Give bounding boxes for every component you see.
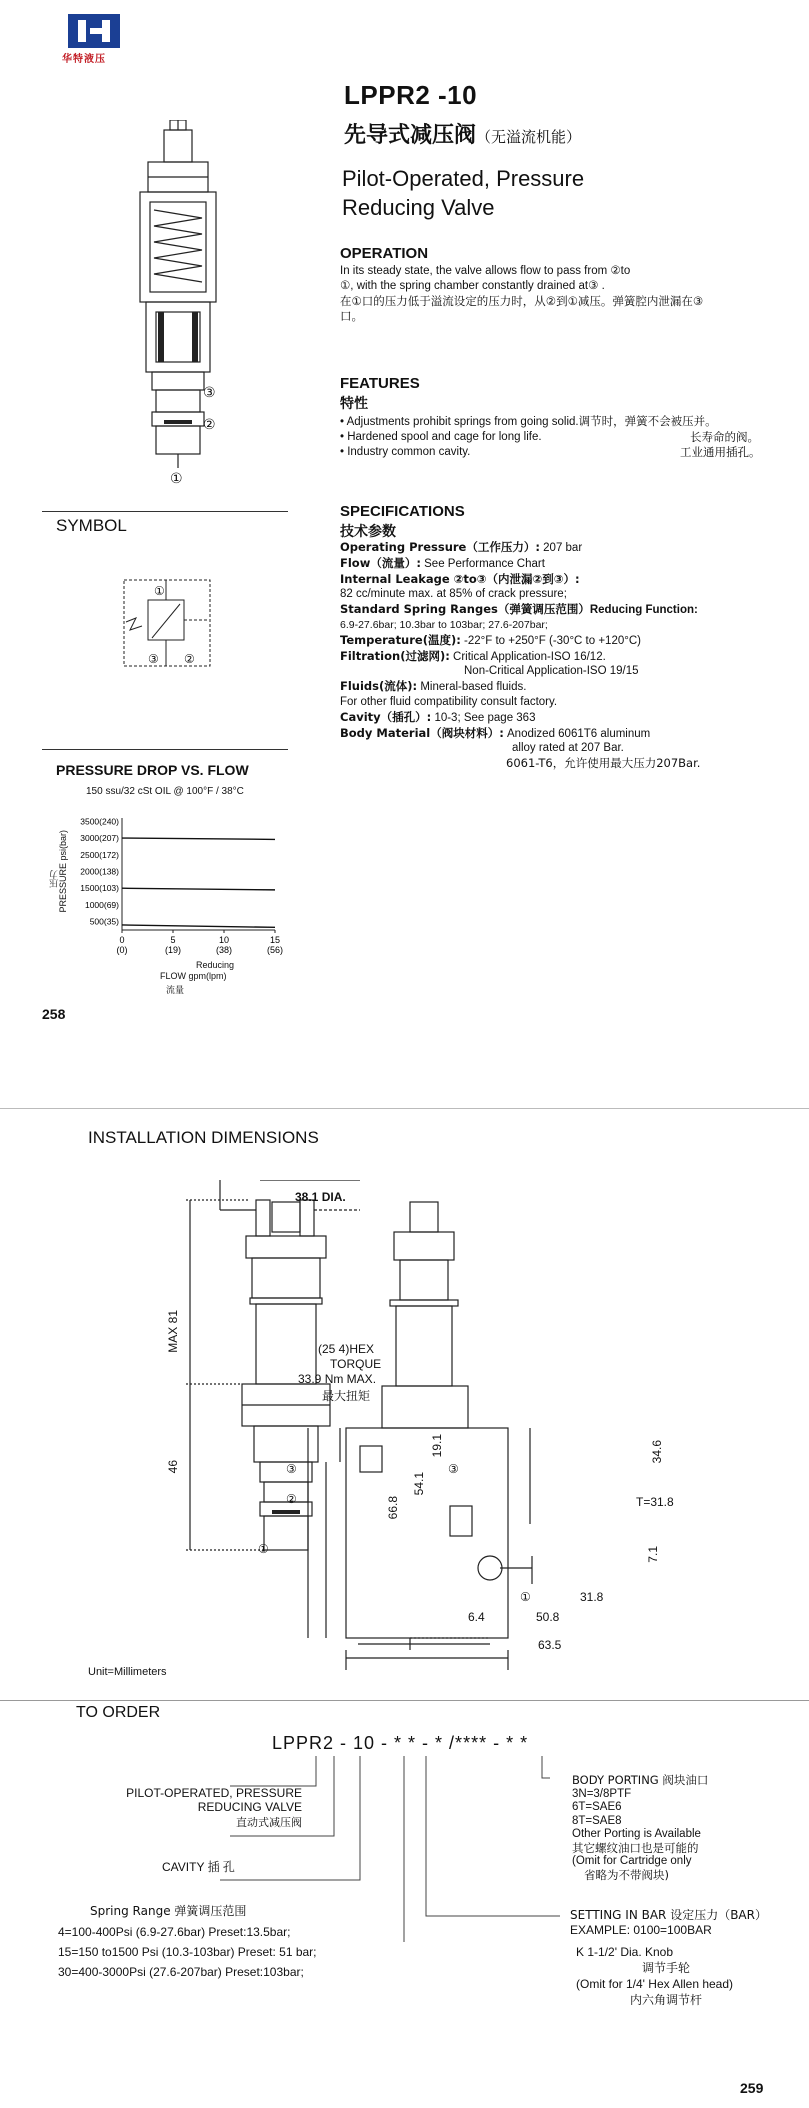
order-porting-note: 其它螺纹油口也是可能的 [572,1840,699,1855]
spec-label: Operating Pressure（工作压力）: [340,540,540,554]
operation-cn-line2: 口。 [340,309,363,323]
order-pilot-line1: PILOT-OPERATED, PRESSURE [126,1786,302,1800]
feature-item-cn: 工业通用插孔。 [680,445,761,459]
english-title-line2: Reducing Valve [342,195,495,220]
specifications-list [340,540,800,771]
spec-body-value3: 6061-T6，允许使用最大压力207Bar. [506,756,701,771]
order-knob-line2: (Omit for 1/4' Hex Allen head) [576,1977,734,1991]
spec-flow [340,556,800,572]
spec-label: Fluids(流体): [340,679,418,694]
spec-value: Critical Application-ISO 16/12. [453,650,606,663]
symbol-port-2: ② [184,652,195,666]
spec-value: -22°F to +250°F (-30°C to +120°C) [464,634,641,647]
spec-body-value2: alloy rated at 207 Bar. [512,742,624,755]
order-setting-example: EXAMPLE: 0100=100BAR [570,1923,712,1937]
order-porting-note: Other Porting is Available [572,1828,701,1840]
feature-item [340,414,780,430]
dim-34-6: 34.6 [650,1440,664,1464]
spec-filtration [340,649,800,665]
feature-item-cn: 调节时，弹簧不会被压并。 [578,414,717,428]
order-porting-option: 8T=SAE8 [572,1814,622,1827]
order-heading: TO ORDER [76,1704,161,1721]
chart-x-tick-label: 5 [170,935,176,945]
operation-line2: ①, with the spring chamber constantly drained at③ . [340,280,605,292]
chart-title: PRESSURE DROP VS. FLOW [56,762,249,778]
chart-y-tick-label: 3500(240) [80,816,119,827]
operation-text [340,264,780,324]
dim-66-8: 66.8 [386,1496,400,1520]
chart-y-tick-label: 2500(172) [80,849,119,860]
chart-ylabel: PRESSURE psi(bar) [58,830,68,913]
symbol-port-1: ① [154,584,165,598]
chart-y-tick-label: 3000(207) [80,833,119,844]
order-spring-option: 4=100-400Psi (6.9-27.6bar) Preset:13.5bar; [58,1925,291,1939]
chart-ylabel-cn: 压力 [50,870,60,888]
chart-y-tick-label: 500(35) [89,916,119,927]
chinese-title-main: 先导式减压阀 [344,123,477,148]
operation-cn-line1: 在①口的压力低于溢流设定的压力时，从②到①减压。弹簧腔内泄漏在③ [340,294,704,308]
dim-dia: 38.1 DIA. [295,1190,346,1204]
dim-t31-8: T=31.8 [636,1495,674,1509]
page-number-258: 258 [42,1006,66,1022]
symbol-rule [42,511,288,512]
spec-operating-pressure [340,540,800,556]
spec-filtration-value2: Non-Critical Application-ISO 19/15 [464,665,639,678]
units-note: Unit=Millimeters [88,1666,167,1678]
order-spring-options [58,1922,317,1982]
order-knob-cn: 调节手轮 [642,1961,691,1975]
cutaway-port-2-label: ② [203,416,216,432]
dim-torque-cn: 最大扭矩 [322,1389,371,1403]
logo-mark-icon [68,14,120,48]
installation-heading: INSTALLATION DIMENSIONS [88,1128,319,1147]
dim-46: 46 [166,1460,180,1474]
chart-x-tick-label-lpm: (19) [164,945,182,955]
dim-63-5: 63.5 [538,1638,562,1652]
spec-label: Cavity（插孔）: [340,709,432,724]
order-pilot-block [70,1786,302,1830]
spec-fluids-note: For other fluid compatibility consult factory. [340,695,558,708]
chinese-title [344,118,581,149]
order-porting-note: 省略为不带阀块) [584,1867,669,1882]
chart-x-tick-label: 10 [218,935,230,945]
symbol-port-3: ③ [148,652,159,666]
operation-heading: OPERATION [340,245,429,262]
spec-leakage-value: 82 cc/minute max. at 85% of crack pressure; [340,588,567,601]
chart-x-tick-label: 15 [269,935,281,945]
inst-left-port-1: ① [258,1542,269,1556]
page-divider [0,1108,809,1109]
spec-value: See Performance Chart [424,557,545,570]
spec-body [340,726,800,742]
spec-label: Internal Leakage ②to③（内泄漏②到③）: [340,571,580,586]
dim-7-1: 7.1 [646,1546,660,1563]
chart-series-line [122,838,275,839]
chart-series-line [122,888,275,890]
order-pilot-line2: REDUCING VALVE [197,1800,302,1814]
inst-right-port-1: ① [520,1590,531,1604]
logo-text: 华特液压 [62,54,106,65]
spec-label: Temperature(温度): [340,632,461,647]
dim-54-1: 54.1 [412,1472,426,1496]
order-code: LPPR2 - 10 - * * - * /**** - * * [272,1733,529,1753]
order-spring-heading: Spring Range 弹簧调压范围 [90,1904,247,1918]
specifications-cn-heading: 技术参数 [340,524,396,540]
chart-x-tick-label: 0 [119,935,125,945]
feature-item [340,445,780,460]
cutaway-port-1-label: ① [170,470,183,486]
chart-y-tick-label: 2000(138) [80,866,119,877]
order-porting-block [572,1774,708,1882]
spec-label: Reducing Function: [589,604,698,617]
spec-label: Flow（流量）: [340,555,421,570]
spec-spring-value: 6.9-27.6bar; 10.3bar to 103bar; 27.6-207bar; [340,618,548,631]
order-divider [0,1700,809,1701]
spec-value: Anodized 6061T6 aluminum [507,727,651,740]
chart-xlabel: FLOW gpm(lpm) [160,971,227,981]
chart-y-tick-label: 1000(69) [84,899,119,910]
dim-50-8: 50.8 [536,1610,560,1624]
operation-line1: In its steady state, the valve allows flow to pass from ②to [340,265,631,277]
feature-item [340,430,780,445]
hydraulic-symbol [122,578,212,668]
chart-y-tick-label: 1500(103) [80,883,119,894]
spec-value: 10-3; See page 363 [434,711,536,724]
feature-item-en: • Hardened spool and cage for long life. [340,431,542,443]
order-knob-block [576,1944,733,2008]
spec-value: 207 bar [543,542,583,554]
order-knob-line1: K 1-1/2' Dia. Knob [576,1945,674,1959]
order-spring-option: 30=400-3000Psi (27.6-207bar) Preset:103bar; [58,1965,304,1979]
dim-max81: MAX 81 [166,1310,180,1353]
order-cavity: CAVITY 插 孔 [162,1860,235,1874]
inst-right-port-3: ③ [448,1462,459,1476]
chart-x-tick-label-lpm: (38) [215,945,233,955]
feature-item-cn: 长寿命的阀。 [690,430,759,444]
spec-cavity [340,710,800,726]
company-logo [62,14,126,70]
order-pilot-cn: 直动式减压阀 [236,1816,302,1829]
dim-31-8: 31.8 [580,1590,604,1604]
spec-temperature [340,633,800,649]
chart-series-line [122,925,275,927]
chart-x-tick-label-lpm: (0) [116,945,128,955]
dim-6-4: 6.4 [468,1610,485,1624]
order-knob-cn2: 内六角调节杆 [630,1993,703,2007]
spec-label: Standard Spring Ranges（弹簧调压范围） [340,602,590,617]
spec-label: Filtration(过滤网): [340,648,450,663]
chart-xlabel-cn: 流量 [166,986,185,996]
inst-left-port-3: ③ [286,1462,297,1476]
order-spring-option: 15=150 to1500 Psi (10.3-103bar) Preset: 51 bar; [58,1945,317,1959]
feature-item-en: • Industry common cavity. [340,446,471,458]
symbol-heading: SYMBOL [56,516,127,535]
cutaway-port-3-label: ③ [203,384,216,400]
pressure-chart-svg [70,808,290,958]
spec-leakage [340,572,800,588]
order-setting-block [570,1908,767,1938]
dim-torque-value: 33.9 Nm MAX. [298,1372,377,1386]
chart-rule [42,749,288,750]
order-setting-heading: SETTING IN BAR 设定压力（BAR） [570,1908,767,1922]
dim-19-1: 19.1 [430,1434,444,1458]
specifications-heading: SPECIFICATIONS [340,503,465,520]
inst-left-port-2: ② [286,1492,297,1506]
cartridge-cutaway-diagram [120,120,250,490]
chinese-title-sub: （无溢流机能） [476,128,582,146]
order-porting-option: 3N=3/8PTF [572,1787,632,1800]
english-title [342,164,672,222]
chart-subtitle: 150 ssu/32 cSt OIL @ 100°F / 38°C [86,786,244,797]
order-porting-option: 6T=SAE6 [572,1801,622,1813]
spec-fluids [340,679,800,695]
page-number-259: 259 [740,2080,764,2096]
features-cn-heading: 特性 [340,396,368,412]
dim-torque: TORQUE [330,1357,382,1371]
chart-x-tick-label-lpm: (56) [266,945,284,955]
dim-hex: (25 4)HEX [318,1342,375,1356]
features-heading: FEATURES [340,375,420,392]
order-porting-heading: BODY PORTING 阀块油口 [572,1773,709,1787]
order-porting-note: (Omit for Cartridge only [572,1855,692,1867]
spec-value: Mineral-based fluids. [420,681,527,694]
model-number: LPPR2 -10 [344,80,478,110]
feature-item-en: • Adjustments prohibit springs from going solid. [340,416,579,428]
english-title-line1: Pilot-Operated, Pressure [342,166,585,191]
features-list [340,414,780,460]
spec-spring [340,602,800,618]
chart-x-note: Reducing [196,960,235,970]
spec-label: Body Material（阀块材料）: [340,725,504,740]
